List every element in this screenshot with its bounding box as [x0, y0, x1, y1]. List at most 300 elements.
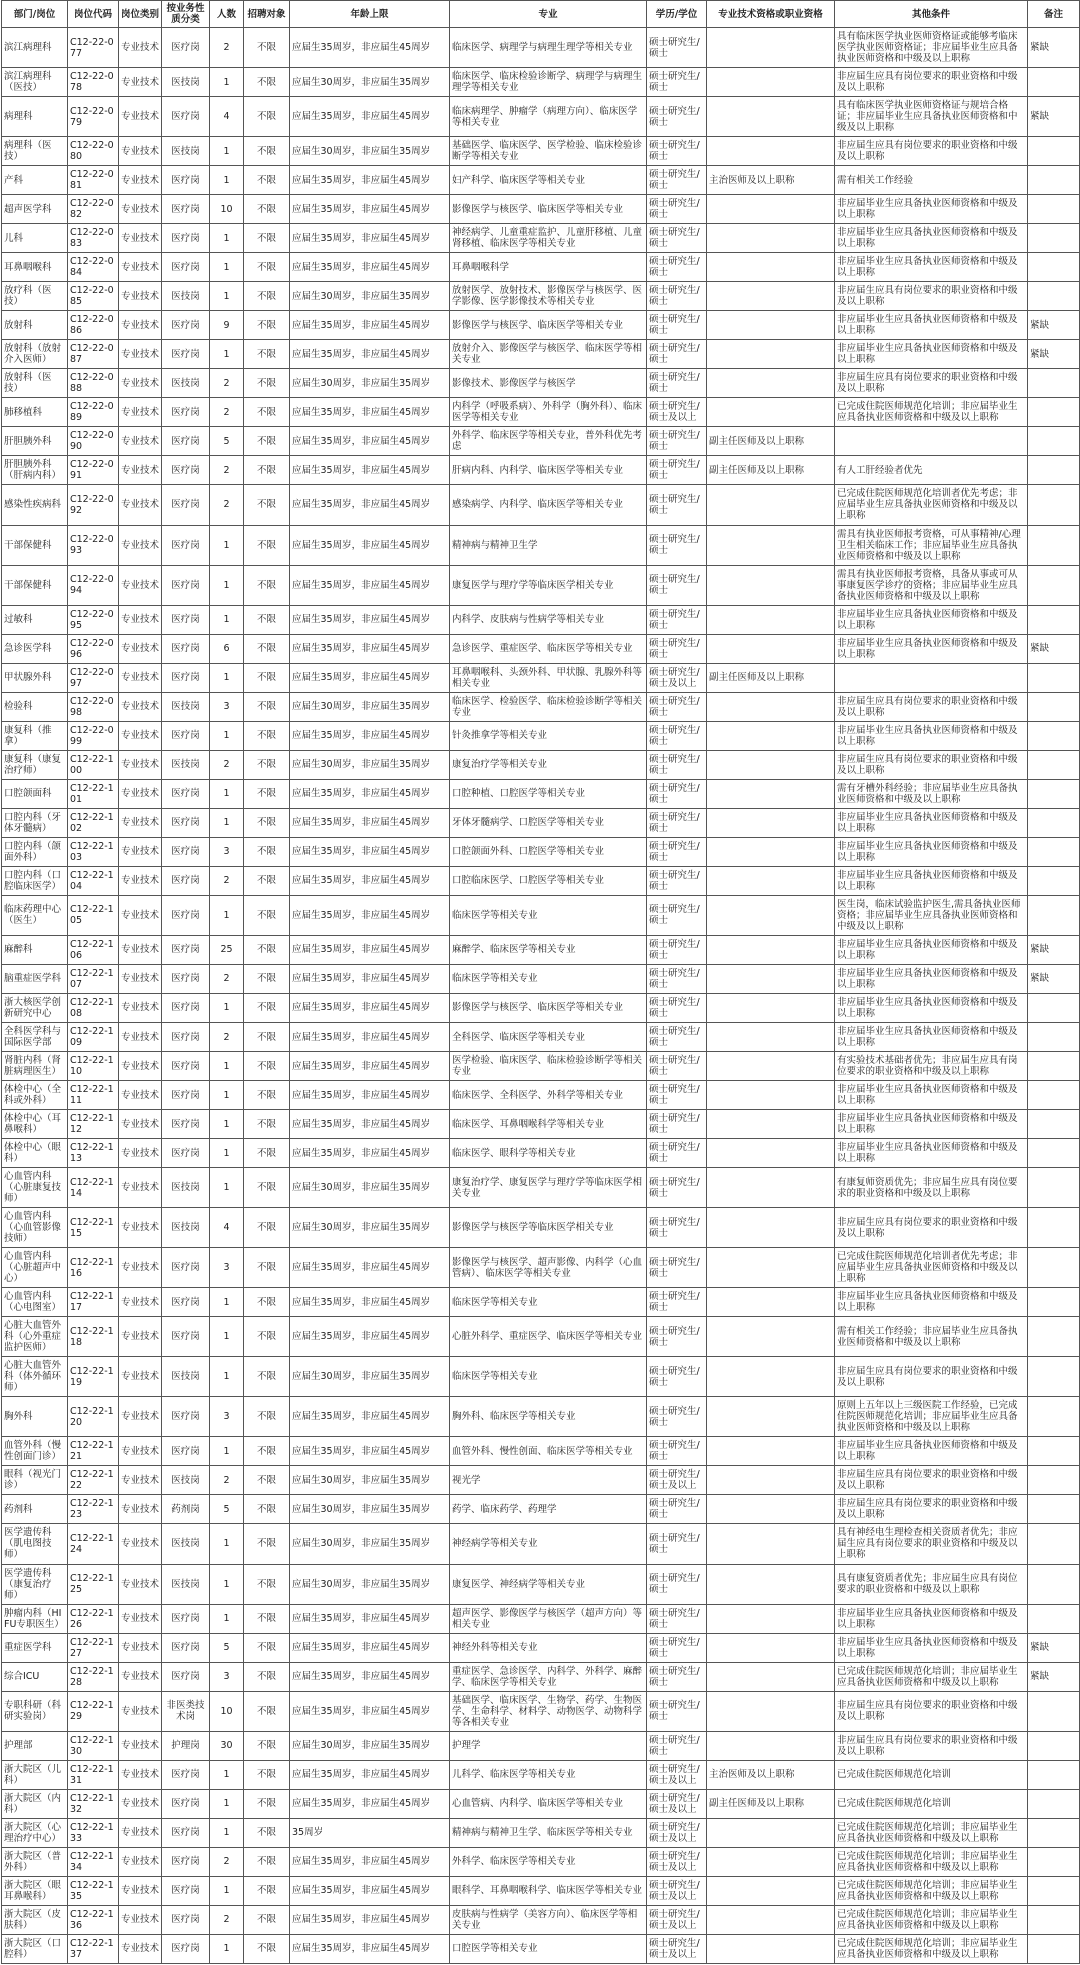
table-row: [2, 97, 1080, 137]
cell-count: 1: [210, 565, 244, 605]
cell-nature: 医技岗: [162, 1524, 210, 1564]
cell-age: 应届生35周岁，非应届生45周岁: [290, 1847, 450, 1876]
table-row: [2, 1110, 1080, 1139]
cell-remark: [1028, 166, 1080, 195]
cell-degree: 硕士研究生/硕士: [647, 935, 707, 964]
cell-age: 应届生35周岁，非应届生45周岁: [290, 721, 450, 750]
cell-age: 应届生35周岁，非应届生45周岁: [290, 779, 450, 808]
cell-other: 非应届毕业生应具备执业医师资格和中级及以上职称: [835, 634, 1028, 663]
cell-other: 非应届毕业生应具备执业医师资格和中级及以上职称: [835, 1081, 1028, 1110]
cell-count: 1: [210, 1564, 244, 1604]
cell-count: 5: [210, 1495, 244, 1524]
cell-degree: 硕士研究生/硕士: [647, 1023, 707, 1052]
cell-target: 不限: [244, 866, 290, 895]
cell-major: 影像医学与核医学等临床医学相关专业: [450, 1208, 647, 1248]
cell-other: 已完成住院医师规范化培训；非应届毕业生应具备执业医师资格和中级及以上职称: [835, 1934, 1028, 1963]
cell-remark: [1028, 565, 1080, 605]
cell-target: 不限: [244, 427, 290, 456]
cell-category: 专业技术: [119, 1818, 162, 1847]
cell-category: 专业技术: [119, 1288, 162, 1317]
table-row: [2, 1524, 1080, 1564]
cell-remark: [1028, 1691, 1080, 1731]
cell-nature: 医技岗: [162, 137, 210, 166]
cell-code: C12-22-080: [68, 137, 119, 166]
cell-target: 不限: [244, 1466, 290, 1495]
table-row: [2, 1168, 1080, 1208]
cell-nature: 医疗岗: [162, 1437, 210, 1466]
cell-age: 应届生30周岁，非应届生35周岁: [290, 282, 450, 311]
table-row: [2, 895, 1080, 935]
cell-degree: 硕士研究生/硕士: [647, 895, 707, 935]
cell-age: 应届生35周岁，非应届生45周岁: [290, 565, 450, 605]
cell-count: 2: [210, 750, 244, 779]
cell-other: 非应届毕业生应具备执业医师资格和中级及以上职称: [835, 1633, 1028, 1662]
cell-other: 非应届毕业生应具备执业医师资格和中级及以上职称: [835, 1604, 1028, 1633]
cell-dept: 过敏科: [2, 605, 68, 634]
cell-nature: 医疗岗: [162, 166, 210, 195]
cell-age: 应届生30周岁，非应届生35周岁: [290, 750, 450, 779]
cell-remark: 紧缺: [1028, 28, 1080, 68]
cell-remark: [1028, 1052, 1080, 1081]
cell-age: 应届生35周岁，非应届生45周岁: [290, 28, 450, 68]
cell-dept: 浙大院区（眼耳鼻喉科）: [2, 1876, 68, 1905]
cell-count: 1: [210, 253, 244, 282]
cell-remark: 紧缺: [1028, 311, 1080, 340]
cell-degree: 硕士研究生/硕士: [647, 1357, 707, 1397]
cell-age: 应届生35周岁，非应届生45周岁: [290, 166, 450, 195]
cell-count: 1: [210, 605, 244, 634]
cell-major: 影像医学与核医学、临床医学等相关专业: [450, 195, 647, 224]
cell-major: 外科学、临床医学等相关专业，普外科优先考虑: [450, 427, 647, 456]
table-row: [2, 1357, 1080, 1397]
cell-category: 专业技术: [119, 195, 162, 224]
table-row: [2, 282, 1080, 311]
cell-category: 专业技术: [119, 935, 162, 964]
cell-qualification: [707, 1466, 835, 1495]
cell-nature: 医疗岗: [162, 340, 210, 369]
cell-other: 已完成住院医师规范化培训；非应届毕业生应具备执业医师资格和中级及以上职称: [835, 1818, 1028, 1847]
cell-remark: [1028, 68, 1080, 97]
cell-age: 应届生35周岁，非应届生45周岁: [290, 1789, 450, 1818]
table-row: [2, 1789, 1080, 1818]
cell-qualification: [707, 525, 835, 565]
col-header-category: 岗位类别: [119, 1, 162, 28]
cell-nature: 医技岗: [162, 1168, 210, 1208]
cell-dept: 浙大院区（普外科）: [2, 1847, 68, 1876]
cell-remark: [1028, 993, 1080, 1022]
cell-remark: 紧缺: [1028, 964, 1080, 993]
cell-nature: 医疗岗: [162, 1905, 210, 1934]
cell-other: 非应届生应具有岗位要求的职业资格和中级及以上职称: [835, 1495, 1028, 1524]
cell-dept: 肝胆胰外科: [2, 427, 68, 456]
cell-qualification: 副主任医师及以上职称: [707, 456, 835, 485]
cell-target: 不限: [244, 311, 290, 340]
cell-degree: 硕士研究生/硕士: [647, 1633, 707, 1662]
cell-age: 应届生35周岁，非应届生45周岁: [290, 895, 450, 935]
cell-other: 需具有执业医师报考资格，具备从事或可从事康复医学诊疗的资格；非应届毕业生应具备执业医师资格和中级及以上职称: [835, 565, 1028, 605]
cell-major: 精神病与精神卫生学、临床医学等相关专业: [450, 1818, 647, 1847]
cell-other: 需有相关工作经验: [835, 166, 1028, 195]
cell-code: C12-22-114: [68, 1168, 119, 1208]
cell-degree: 硕士研究生/硕士: [647, 1691, 707, 1731]
cell-degree: 硕士研究生/硕士: [647, 1317, 707, 1357]
cell-code: C12-22-111: [68, 1081, 119, 1110]
cell-dept: 综合ICU: [2, 1662, 68, 1691]
cell-nature: 医疗岗: [162, 663, 210, 692]
cell-other: 非应届生应具有岗位要求的职业资格和中级及以上职称: [835, 137, 1028, 166]
cell-count: 10: [210, 1691, 244, 1731]
cell-major: 临床医学等相关专业: [450, 964, 647, 993]
cell-qualification: [707, 964, 835, 993]
cell-age: 应届生35周岁，非应届生45周岁: [290, 1248, 450, 1288]
cell-age: 应届生35周岁，非应届生45周岁: [290, 525, 450, 565]
cell-target: 不限: [244, 1248, 290, 1288]
cell-degree: 硕士研究生/硕士: [647, 750, 707, 779]
table-row: [2, 1317, 1080, 1357]
table-row: [2, 1023, 1080, 1052]
col-header-degree: 学历/学位: [647, 1, 707, 28]
cell-age: 应届生30周岁，非应届生35周岁: [290, 1731, 450, 1760]
cell-dept: 放射科（医技）: [2, 369, 68, 398]
cell-other: 非应届毕业生应具备执业医师资格和中级及以上职称: [835, 993, 1028, 1022]
cell-nature: 医疗岗: [162, 895, 210, 935]
cell-code: C12-22-104: [68, 866, 119, 895]
cell-degree: 硕士研究生/硕士及以上: [647, 1789, 707, 1818]
cell-other: 非应届毕业生应具备执业医师资格和中级及以上职称: [835, 1139, 1028, 1168]
cell-remark: [1028, 721, 1080, 750]
cell-count: 2: [210, 1023, 244, 1052]
cell-remark: [1028, 485, 1080, 525]
cell-qualification: 主治医师及以上职称: [707, 1760, 835, 1789]
cell-major: 临床医学、全科医学、外科学等相关专业: [450, 1081, 647, 1110]
cell-nature: 医疗岗: [162, 935, 210, 964]
cell-remark: [1028, 1139, 1080, 1168]
cell-other: 有人工肝经验者优先: [835, 456, 1028, 485]
table-row: [2, 1662, 1080, 1691]
cell-major: 康复医学、神经病学等相关专业: [450, 1564, 647, 1604]
cell-dept: 肺移植科: [2, 398, 68, 427]
cell-other: 已完成住院医师规范化培训；非应届毕业生应具备执业医师资格和中级及以上职称: [835, 398, 1028, 427]
cell-degree: 硕士研究生/硕士: [647, 28, 707, 68]
cell-remark: 紧缺: [1028, 1633, 1080, 1662]
cell-other: 有实验技术基础者优先；非应届生应具有岗位要求的职业资格和中级及以上职称: [835, 1052, 1028, 1081]
cell-degree: 硕士研究生/硕士: [647, 837, 707, 866]
cell-age: 应届生35周岁，非应届生45周岁: [290, 1760, 450, 1789]
cell-degree: 硕士研究生/硕士: [647, 1437, 707, 1466]
cell-count: 1: [210, 1760, 244, 1789]
table-row: [2, 1760, 1080, 1789]
cell-category: 专业技术: [119, 1934, 162, 1963]
table-row: [2, 964, 1080, 993]
cell-code: C12-22-077: [68, 28, 119, 68]
cell-category: 专业技术: [119, 1604, 162, 1633]
cell-qualification: [707, 97, 835, 137]
cell-age: 应届生35周岁，非应届生45周岁: [290, 1397, 450, 1437]
cell-qualification: [707, 1023, 835, 1052]
cell-qualification: [707, 1633, 835, 1662]
cell-dept: 放射科（放射介入医师）: [2, 340, 68, 369]
cell-nature: 医疗岗: [162, 605, 210, 634]
cell-code: C12-22-090: [68, 427, 119, 456]
cell-category: 专业技术: [119, 634, 162, 663]
cell-category: 专业技术: [119, 1662, 162, 1691]
cell-count: 1: [210, 721, 244, 750]
cell-nature: 医疗岗: [162, 779, 210, 808]
cell-other: 非应届毕业生应具备执业医师资格和中级及以上职称: [835, 1288, 1028, 1317]
cell-degree: 硕士研究生/硕士及以上: [647, 1818, 707, 1847]
cell-target: 不限: [244, 1495, 290, 1524]
cell-remark: 紧缺: [1028, 340, 1080, 369]
cell-qualification: [707, 779, 835, 808]
cell-nature: 医疗岗: [162, 565, 210, 605]
cell-qualification: [707, 1564, 835, 1604]
cell-major: 内科学（呼吸系病）、外科学（胸外科）、临床医学等相关专业: [450, 398, 647, 427]
cell-target: 不限: [244, 485, 290, 525]
cell-dept: 病理科: [2, 97, 68, 137]
cell-remark: [1028, 456, 1080, 485]
cell-remark: [1028, 895, 1080, 935]
cell-remark: [1028, 1248, 1080, 1288]
cell-count: 1: [210, 1168, 244, 1208]
cell-degree: 硕士研究生/硕士及以上: [647, 398, 707, 427]
cell-remark: 紧缺: [1028, 634, 1080, 663]
cell-remark: [1028, 398, 1080, 427]
cell-dept: 口腔颌面科: [2, 779, 68, 808]
cell-target: 不限: [244, 565, 290, 605]
cell-count: 1: [210, 525, 244, 565]
cell-other: 非应届毕业生应具备执业医师资格和中级及以上职称: [835, 195, 1028, 224]
table-row: [2, 866, 1080, 895]
cell-degree: 硕士研究生/硕士及以上: [647, 1905, 707, 1934]
cell-target: 不限: [244, 1662, 290, 1691]
cell-category: 专业技术: [119, 97, 162, 137]
cell-major: 临床医学、耳鼻咽喉科学等相关专业: [450, 1110, 647, 1139]
cell-other: 非应届生应具有岗位要求的职业资格和中级及以上职称: [835, 1208, 1028, 1248]
cell-code: C12-22-092: [68, 485, 119, 525]
cell-degree: 硕士研究生/硕士: [647, 224, 707, 253]
cell-code: C12-22-118: [68, 1317, 119, 1357]
cell-degree: 硕士研究生/硕士: [647, 311, 707, 340]
cell-target: 不限: [244, 1081, 290, 1110]
cell-nature: 医疗岗: [162, 1110, 210, 1139]
cell-age: 应届生35周岁，非应届生45周岁: [290, 663, 450, 692]
cell-category: 专业技术: [119, 1466, 162, 1495]
cell-other: 非应届生应具有岗位要求的职业资格和中级及以上职称: [835, 692, 1028, 721]
cell-major: 口腔医学等相关专业: [450, 1934, 647, 1963]
cell-age: 应届生30周岁，非应届生35周岁: [290, 137, 450, 166]
cell-major: 康复医学与理疗学等临床医学相关专业: [450, 565, 647, 605]
cell-qualification: [707, 605, 835, 634]
cell-category: 专业技术: [119, 28, 162, 68]
cell-dept: 脑重症医学科: [2, 964, 68, 993]
table-row: [2, 1564, 1080, 1604]
cell-age: 应届生35周岁，非应届生45周岁: [290, 1139, 450, 1168]
cell-other: 非应届生应具有岗位要求的职业资格和中级及以上职称: [835, 1466, 1028, 1495]
cell-qualification: [707, 1208, 835, 1248]
cell-dept: 浙大院区（儿科）: [2, 1760, 68, 1789]
cell-dept: 超声医学科: [2, 195, 68, 224]
cell-code: C12-22-091: [68, 456, 119, 485]
cell-dept: 体检中心（耳鼻喉科）: [2, 1110, 68, 1139]
cell-other: 已完成住院医师规范化培训者优先考虑；非应届毕业生应具备执业医师资格和中级及以上职称: [835, 485, 1028, 525]
cell-qualification: [707, 1168, 835, 1208]
cell-major: 临床医学等相关专业: [450, 895, 647, 935]
cell-count: 1: [210, 1317, 244, 1357]
cell-major: 眼科学、耳鼻咽喉科学、临床医学等相关专业: [450, 1876, 647, 1905]
cell-qualification: [707, 1317, 835, 1357]
cell-dept: 急诊医学科: [2, 634, 68, 663]
cell-category: 专业技术: [119, 427, 162, 456]
cell-major: 临床医学等相关专业: [450, 1288, 647, 1317]
table-row: [2, 565, 1080, 605]
cell-dept: 医学遗传科（肌电图技师）: [2, 1524, 68, 1564]
cell-qualification: [707, 565, 835, 605]
cell-qualification: [707, 837, 835, 866]
cell-code: C12-22-101: [68, 779, 119, 808]
table-row: [2, 485, 1080, 525]
cell-count: 2: [210, 485, 244, 525]
cell-nature: 医技岗: [162, 750, 210, 779]
cell-major: 神经外科等相关专业: [450, 1633, 647, 1662]
cell-code: C12-22-087: [68, 340, 119, 369]
cell-other: 需具有执业医师报考资格，可从事精神/心理卫生相关临床工作；非应届毕业生应具备执业医师资格和中级及以上职称: [835, 525, 1028, 565]
cell-nature: 医疗岗: [162, 253, 210, 282]
cell-major: 心脏外科学、重症医学、临床医学等相关专业: [450, 1317, 647, 1357]
cell-degree: 硕士研究生/硕士: [647, 1248, 707, 1288]
cell-qualification: 副主任医师及以上职称: [707, 663, 835, 692]
cell-code: C12-22-120: [68, 1397, 119, 1437]
cell-dept: 护理部: [2, 1731, 68, 1760]
cell-remark: [1028, 1495, 1080, 1524]
cell-count: 5: [210, 427, 244, 456]
cell-nature: 医疗岗: [162, 525, 210, 565]
cell-nature: 医疗岗: [162, 1633, 210, 1662]
col-header-age: 年龄上限: [290, 1, 450, 28]
cell-other: 已完成住院医师规范化培训: [835, 1760, 1028, 1789]
cell-remark: [1028, 808, 1080, 837]
cell-age: 应届生35周岁，非应届生45周岁: [290, 837, 450, 866]
cell-category: 专业技术: [119, 224, 162, 253]
cell-qualification: [707, 1139, 835, 1168]
cell-count: 2: [210, 866, 244, 895]
table-row: [2, 1818, 1080, 1847]
cell-code: C12-22-098: [68, 692, 119, 721]
cell-dept: 胸外科: [2, 1397, 68, 1437]
cell-remark: 紧缺: [1028, 97, 1080, 137]
table-row: [2, 1081, 1080, 1110]
cell-dept: 心血管内科（心脏超声中心）: [2, 1248, 68, 1288]
cell-qualification: [707, 485, 835, 525]
cell-remark: [1028, 866, 1080, 895]
cell-code: C12-22-094: [68, 565, 119, 605]
table-row: [2, 1691, 1080, 1731]
cell-dept: 肾脏内科（肾脏病理医生）: [2, 1052, 68, 1081]
cell-code: C12-22-122: [68, 1466, 119, 1495]
table-row: [2, 993, 1080, 1022]
cell-category: 专业技术: [119, 1208, 162, 1248]
cell-nature: 医疗岗: [162, 1023, 210, 1052]
cell-dept: 体检中心（全科或外科）: [2, 1081, 68, 1110]
cell-category: 专业技术: [119, 964, 162, 993]
cell-qualification: 副主任医师及以上职称: [707, 427, 835, 456]
cell-remark: [1028, 779, 1080, 808]
cell-remark: [1028, 137, 1080, 166]
cell-count: 1: [210, 1288, 244, 1317]
cell-other: 非应届毕业生应具备执业医师资格和中级及以上职称: [835, 866, 1028, 895]
cell-remark: [1028, 253, 1080, 282]
cell-target: 不限: [244, 1691, 290, 1731]
cell-other: 已完成住院医师规范化培训；非应届毕业生应具备执业医师资格和中级及以上职称: [835, 1876, 1028, 1905]
cell-target: 不限: [244, 1905, 290, 1934]
cell-remark: 紧缺: [1028, 935, 1080, 964]
cell-major: 影像医学与核医学、临床医学等相关专业: [450, 993, 647, 1022]
cell-other: 已完成住院医师规范化培训: [835, 1789, 1028, 1818]
cell-target: 不限: [244, 1604, 290, 1633]
cell-degree: 硕士研究生/硕士: [647, 1524, 707, 1564]
cell-nature: 医疗岗: [162, 1662, 210, 1691]
cell-other: 原则上五年以上三级医院工作经验，已完成住院医师规范化培训；非应届毕业生应具备执业医师资格和中级及以上职称: [835, 1397, 1028, 1437]
cell-count: 10: [210, 195, 244, 224]
cell-dept: 心脏大血管外科（体外循环师）: [2, 1357, 68, 1397]
cell-count: 1: [210, 137, 244, 166]
cell-degree: 硕士研究生/硕士: [647, 137, 707, 166]
cell-age: 应届生35周岁，非应届生45周岁: [290, 97, 450, 137]
cell-target: 不限: [244, 1110, 290, 1139]
cell-category: 专业技术: [119, 1437, 162, 1466]
cell-nature: 医疗岗: [162, 1248, 210, 1288]
cell-count: 2: [210, 398, 244, 427]
cell-count: 1: [210, 1052, 244, 1081]
table-row: [2, 340, 1080, 369]
cell-count: 4: [210, 1208, 244, 1248]
cell-target: 不限: [244, 369, 290, 398]
cell-qualification: [707, 1731, 835, 1760]
cell-target: 不限: [244, 1139, 290, 1168]
col-header-nature: 按业务性质分类: [162, 1, 210, 28]
cell-dept: 干部保健科: [2, 525, 68, 565]
cell-nature: 医疗岗: [162, 866, 210, 895]
cell-dept: 放射科: [2, 311, 68, 340]
cell-code: C12-22-106: [68, 935, 119, 964]
table-row: [2, 634, 1080, 663]
cell-code: C12-22-134: [68, 1847, 119, 1876]
cell-other: 已完成住院医师规范化培训者优先考虑；非应届毕业生应具备执业医师资格和中级及以上职称: [835, 1248, 1028, 1288]
cell-major: 心血管病、内科学、临床医学等相关专业: [450, 1789, 647, 1818]
cell-count: 1: [210, 68, 244, 97]
table-row: [2, 1052, 1080, 1081]
cell-dept: 心血管内科（心脏康复技师）: [2, 1168, 68, 1208]
cell-dept: 医学遗传科（康复治疗师）: [2, 1564, 68, 1604]
cell-qualification: [707, 224, 835, 253]
cell-category: 专业技术: [119, 1760, 162, 1789]
cell-target: 不限: [244, 993, 290, 1022]
cell-age: 应届生35周岁，非应届生45周岁: [290, 398, 450, 427]
cell-degree: 硕士研究生/硕士: [647, 282, 707, 311]
cell-count: 2: [210, 369, 244, 398]
cell-qualification: [707, 137, 835, 166]
table-row: [2, 779, 1080, 808]
cell-major: 血管外科、慢性创面、临床医学等相关专业: [450, 1437, 647, 1466]
cell-dept: 血管外科（慢性创面门诊）: [2, 1437, 68, 1466]
cell-code: C12-22-137: [68, 1934, 119, 1963]
cell-target: 不限: [244, 1052, 290, 1081]
cell-other: 需有牙槽外科经验；非应届毕业生应具备执业医师资格和中级及以上职称: [835, 779, 1028, 808]
cell-remark: [1028, 1168, 1080, 1208]
cell-count: 5: [210, 1633, 244, 1662]
cell-count: 4: [210, 97, 244, 137]
cell-target: 不限: [244, 935, 290, 964]
cell-code: C12-22-119: [68, 1357, 119, 1397]
